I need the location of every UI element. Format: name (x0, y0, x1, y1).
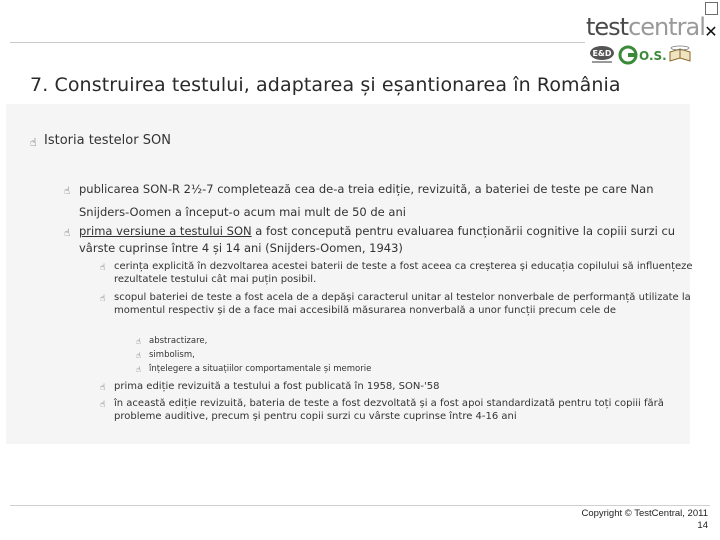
list-item (100, 261, 694, 286)
logo-test-text: test (586, 13, 629, 41)
list-item-text: în această ediție revizuită, bateria de teste a fost dezvoltată și a fost apoi standardizată pentru toți copiii fără probleme auditive, precum și pentru copii surzi cu vârste cuprinse între 4-16 ani (114, 398, 664, 422)
slide-title: 7. Construirea testului, adaptarea și eșantionarea în România (30, 74, 621, 96)
pointing-hand-icon: ☝ (136, 351, 141, 360)
list-item (64, 178, 700, 224)
underlined-text: prima versiune a testului SON (79, 224, 252, 238)
gos-text: O.S. (639, 49, 667, 63)
list-item-rest-text: a fost concepută pentru evaluarea funcționării cognitive la copiii surzi cu vârste cuprinse între 4 și 14 ani (Snijders-Oomen, 1943) (79, 224, 676, 255)
list-item (136, 350, 536, 361)
restore-box-icon[interactable] (705, 2, 718, 15)
pointing-hand-icon: ☝ (100, 400, 106, 410)
list-item (136, 336, 536, 347)
pointing-hand-icon: ☝ (64, 186, 71, 197)
list-item-text: publicarea SON-R 2½-7 completează cea de-a treia ediție, revizuită, a bateriei de teste pe care Nan Snijders-Oomen a început-o acum mai mult de 50 de ani (79, 182, 654, 219)
pointing-hand-icon: ☝ (64, 228, 71, 239)
page-number: 14 (697, 520, 708, 531)
gos-logo-icon (620, 47, 667, 63)
list-item-text: înțelegere a situațiilor comportamentale și memorie (149, 364, 372, 374)
pointing-hand-icon: ☝ (100, 383, 106, 393)
heading-text: Istoria testelor SON (44, 133, 171, 148)
list-item (64, 223, 700, 257)
copyright-text: Copyright © TestCentral, 2011 (581, 508, 708, 519)
list-item (100, 398, 694, 423)
testcentral-logo (586, 12, 704, 70)
list-item (100, 292, 694, 317)
logo-wordmark (586, 12, 705, 42)
book-logo-icon (670, 46, 690, 61)
pointing-hand-icon: ☝ (136, 337, 141, 346)
pointing-hand-icon: ☝ (30, 136, 37, 149)
list-item-text (79, 223, 700, 257)
list-item-text: abstractizare, (149, 336, 208, 346)
list-item-text: scopul bateriei de teste a fost acela de a depăși caracterul unitar al testelor nonverbale de performanță utilizate la momentul respectiv și de a face mai accesibilă măsurarea nonverbală a unor funcții precum cele de (114, 292, 691, 316)
pointing-hand-icon: ☝ (100, 294, 106, 304)
list-item-text: cerința explicită în dezvoltarea acestei baterii de teste a fost aceea ca creșterea și educația copilului să influențeze rezultatele testului cât mai puțin posibil. (114, 261, 693, 285)
brand-logos (588, 44, 698, 66)
pointing-hand-icon: ☝ (136, 365, 141, 374)
list-item-text: prima ediție revizuită a testului a fost publicată în 1958, SON-'58 (114, 381, 440, 392)
header-divider (10, 42, 585, 43)
list-item (100, 381, 694, 395)
heading-bullet (30, 133, 670, 151)
close-icon[interactable]: ✕ (704, 22, 718, 41)
svg-text:E&D: E&D (592, 49, 612, 58)
ecd-logo-icon (590, 46, 614, 63)
pointing-hand-icon: ☝ (100, 263, 106, 273)
list-item (136, 364, 536, 375)
logo-central-text: central (628, 13, 705, 41)
footer-divider (10, 505, 710, 506)
list-item-text: simbolism, (149, 350, 195, 360)
